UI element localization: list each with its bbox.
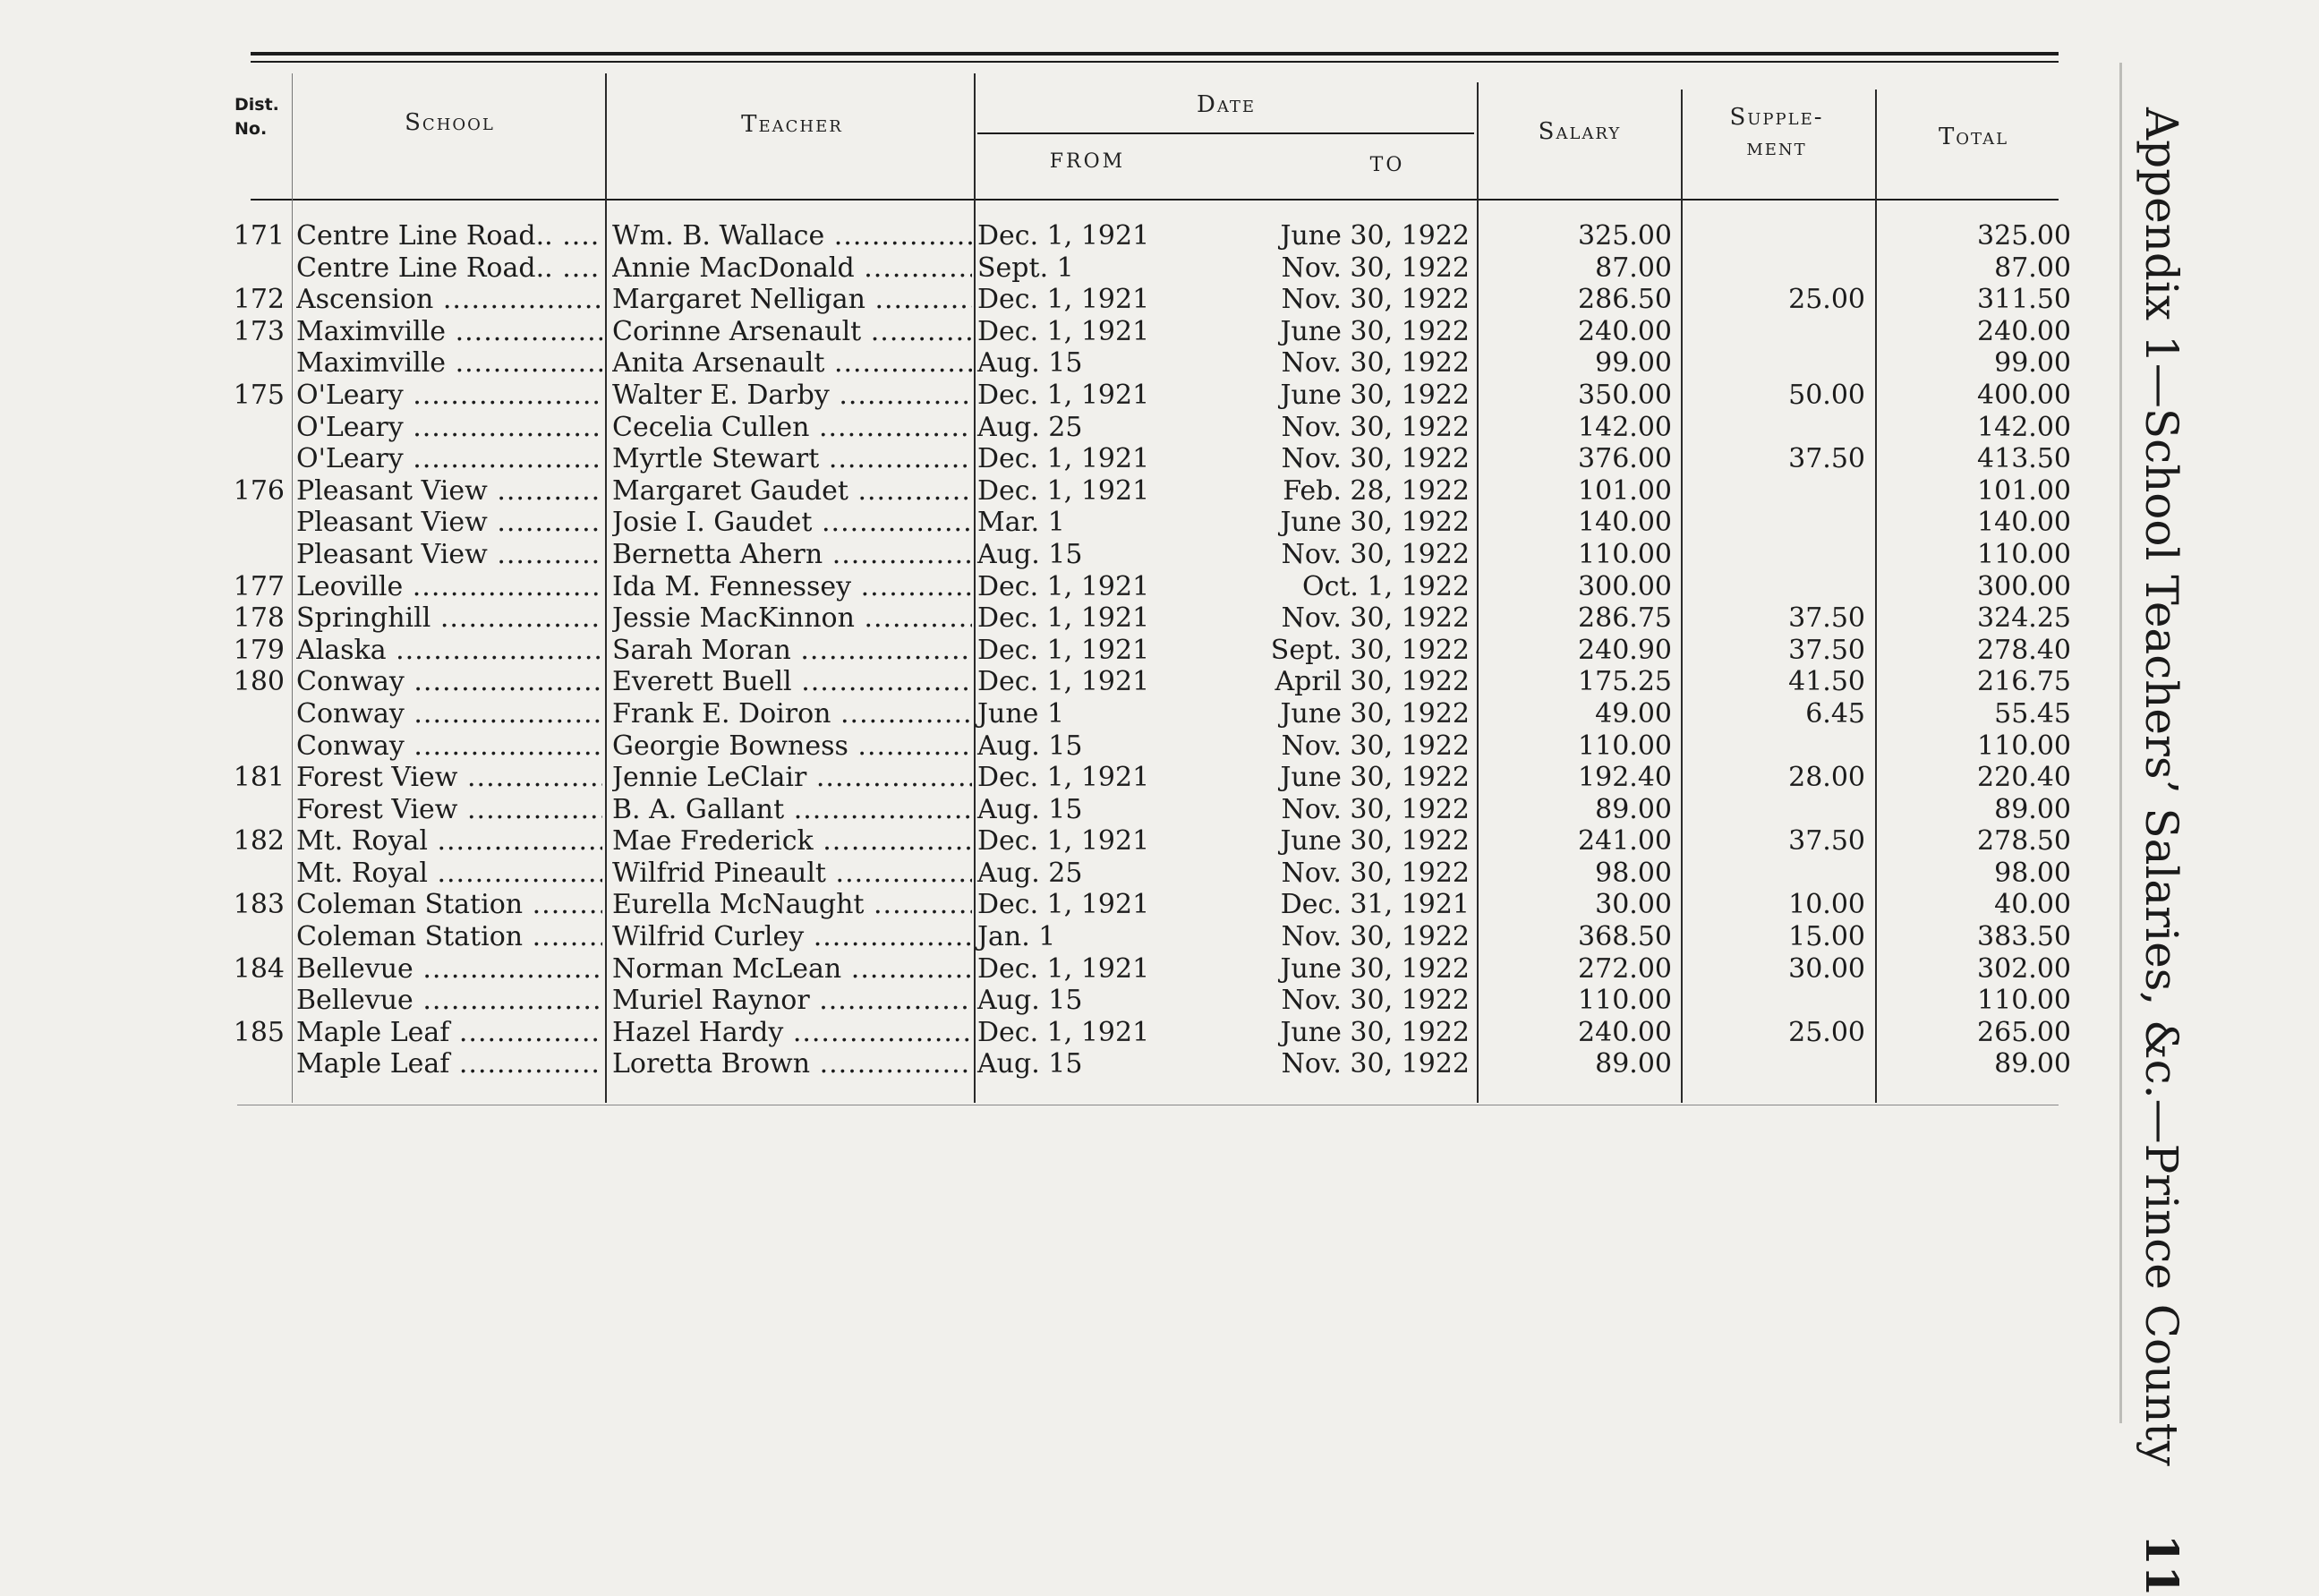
teacher-cell: Mae Frederick ..... — [612, 825, 972, 858]
table-row — [0, 889, 2166, 921]
margin-rule — [2119, 63, 2122, 1423]
salary-cell: 98.00 — [1595, 857, 1672, 889]
total-cell: 89.00 — [1994, 793, 2071, 825]
salary-table-body — [0, 220, 2166, 1080]
supplement-cell: 41.50 — [1788, 666, 1865, 698]
total-cell: 110.00 — [1977, 985, 2071, 1017]
supplement-cell: 37.50 — [1788, 825, 1865, 858]
date-to-cell: June 30, 1922 — [1280, 379, 1470, 411]
date-from-cell: Dec. 1, 1921 — [977, 889, 1150, 921]
school-cell: Centre Line Road.. ..... — [296, 252, 602, 285]
table-row — [0, 412, 2166, 444]
school-cell: Coleman Station ..... — [296, 921, 602, 953]
date-from-cell: Jan. 1 — [977, 921, 1056, 953]
date-from-cell: Dec. 1, 1921 — [977, 602, 1150, 635]
teacher-cell: Jessie MacKinnon ..... — [612, 602, 972, 635]
date-to-cell: Nov. 30, 1922 — [1281, 793, 1470, 825]
date-from-cell: Dec. 1, 1921 — [977, 474, 1150, 507]
date-from-cell: Aug. 15 — [977, 793, 1083, 825]
table-row — [0, 794, 2166, 826]
salary-cell: 350.00 — [1578, 379, 1672, 411]
salary-cell: 300.00 — [1578, 570, 1672, 602]
salary-cell: 89.00 — [1595, 793, 1672, 825]
total-cell: 302.00 — [1977, 952, 2071, 985]
top-rule-thick — [251, 52, 2059, 55]
date-to-cell: Dec. 31, 1921 — [1280, 889, 1470, 921]
dist-no-cell: 173 — [233, 315, 285, 347]
date-to-cell: Nov. 30, 1922 — [1281, 602, 1470, 635]
salary-cell: 89.00 — [1595, 1048, 1672, 1080]
date-to-cell: April 30, 1922 — [1275, 666, 1470, 698]
school-cell: Maple Leaf ..... — [296, 1017, 602, 1049]
supplement-cell: 37.50 — [1788, 602, 1865, 635]
school-cell: Bellevue ..... — [296, 953, 602, 986]
date-from-cell: Sept. 1 — [977, 252, 1074, 284]
total-cell: 110.00 — [1977, 730, 2071, 762]
table-row — [0, 602, 2166, 635]
date-to-cell: June 30, 1922 — [1280, 315, 1470, 347]
school-cell: Maple Leaf ..... — [296, 1048, 602, 1080]
salary-cell: 192.40 — [1578, 762, 1672, 794]
total-cell: 265.00 — [1977, 1016, 2071, 1048]
date-to-cell: Feb. 28, 1922 — [1283, 474, 1470, 507]
total-cell: 87.00 — [1994, 252, 2071, 284]
total-cell: 383.50 — [1977, 921, 2071, 953]
salary-cell: 325.00 — [1578, 220, 1672, 252]
date-to-cell: June 30, 1922 — [1280, 952, 1470, 985]
school-cell: O'Leary ..... — [296, 412, 602, 444]
salary-cell: 87.00 — [1595, 252, 1672, 284]
table-row — [0, 252, 2166, 285]
teacher-cell: Georgie Bowness ..... — [612, 730, 972, 763]
school-cell: Conway ..... — [296, 698, 602, 730]
total-cell: 101.00 — [1977, 474, 2071, 507]
supplement-cell: 50.00 — [1788, 379, 1865, 411]
school-cell: Mt. Royal ..... — [296, 858, 602, 890]
total-header: Total — [1938, 124, 2009, 150]
salary-cell: 99.00 — [1595, 347, 1672, 380]
total-cell: 140.00 — [1977, 507, 2071, 539]
table-row — [0, 985, 2166, 1017]
teacher-cell: Jennie LeClair ..... — [612, 762, 972, 794]
school-cell: Pleasant View ..... — [296, 475, 602, 508]
salary-cell: 286.50 — [1578, 284, 1672, 316]
teacher-cell: Wilfrid Curley ..... — [612, 921, 972, 953]
teacher-cell: Muriel Raynor ..... — [612, 985, 972, 1017]
page-number: 11 — [2136, 1533, 2188, 1596]
date-from-cell: Dec. 1, 1921 — [977, 634, 1150, 666]
salary-cell: 101.00 — [1578, 474, 1672, 507]
school-cell: Maximville ..... — [296, 347, 602, 380]
teacher-cell: Margaret Gaudet ..... — [612, 475, 972, 508]
date-from-cell: Dec. 1, 1921 — [977, 1016, 1150, 1048]
supplement-cell: 15.00 — [1788, 921, 1865, 953]
teacher-cell: Sarah Moran ..... — [612, 635, 972, 667]
school-cell: Alaska ..... — [296, 635, 602, 667]
salary-cell: 376.00 — [1578, 443, 1672, 475]
teacher-cell: Eurella McNaught ..... — [612, 889, 972, 921]
teacher-cell: Myrtle Stewart ..... — [612, 443, 972, 475]
table-row — [0, 507, 2166, 539]
dist-no-cell: 172 — [233, 284, 285, 316]
table-row — [0, 698, 2166, 730]
teacher-cell: Frank E. Doiron ..... — [612, 698, 972, 730]
teacher-cell: Cecelia Cullen ..... — [612, 412, 972, 444]
teacher-cell: Ida M. Fennessey ..... — [612, 571, 972, 603]
date-from-cell: Aug. 15 — [977, 347, 1083, 380]
table-row — [0, 858, 2166, 890]
teacher-header: Teacher — [741, 111, 843, 138]
supplement-cell: 25.00 — [1788, 1016, 1865, 1048]
date-to-cell: Nov. 30, 1922 — [1281, 443, 1470, 475]
school-header: School — [405, 109, 495, 136]
supplement-header-line1: Supple- — [1729, 104, 1824, 131]
salary-cell: 49.00 — [1595, 697, 1672, 730]
date-from-cell: Dec. 1, 1921 — [977, 762, 1150, 794]
date-to-cell: Nov. 30, 1922 — [1281, 347, 1470, 380]
dist-no-cell: 179 — [233, 634, 285, 666]
running-title-text: Appendix 1—School Teachers’ Salaries, &c.—Prince County — [2136, 107, 2187, 1466]
date-from-cell: Dec. 1, 1921 — [977, 315, 1150, 347]
date-header-underline — [977, 132, 1474, 134]
teacher-cell: Margaret Nelligan ..... — [612, 284, 972, 316]
date-from-cell: Aug. 25 — [977, 411, 1083, 443]
date-to-cell: Nov. 30, 1922 — [1281, 857, 1470, 889]
teacher-cell: Corinne Arsenault ..... — [612, 316, 972, 348]
date-from-cell: Aug. 15 — [977, 538, 1083, 570]
salary-header: Salary — [1538, 118, 1622, 145]
running-title — [2135, 107, 2188, 1596]
total-cell: 110.00 — [1977, 538, 2071, 570]
dist-no-cell: 182 — [233, 825, 285, 858]
salary-cell: 241.00 — [1578, 825, 1672, 858]
table-row — [0, 220, 2166, 252]
date-to-cell: June 30, 1922 — [1280, 1016, 1470, 1048]
teacher-cell: Bernetta Ahern ..... — [612, 539, 972, 571]
supplement-cell: 30.00 — [1788, 952, 1865, 985]
school-cell: Mt. Royal ..... — [296, 825, 602, 858]
date-from-cell: Aug. 15 — [977, 985, 1083, 1017]
teacher-cell: Hazel Hardy ..... — [612, 1017, 972, 1049]
salary-cell: 240.90 — [1578, 634, 1672, 666]
salary-cell: 110.00 — [1578, 985, 1672, 1017]
salary-cell: 140.00 — [1578, 507, 1672, 539]
date-from-cell: June 1 — [977, 697, 1065, 730]
total-cell: 240.00 — [1977, 315, 2071, 347]
teacher-cell: Anita Arsenault ..... — [612, 347, 972, 380]
date-to-cell: Nov. 30, 1922 — [1281, 921, 1470, 953]
total-cell: 324.25 — [1977, 602, 2071, 635]
from-header: FROM — [1049, 150, 1126, 173]
date-from-cell: Aug. 15 — [977, 730, 1083, 762]
supplement-cell: 28.00 — [1788, 762, 1865, 794]
date-to-cell: June 30, 1922 — [1280, 697, 1470, 730]
total-cell: 325.00 — [1977, 220, 2071, 252]
date-from-cell: Dec. 1, 1921 — [977, 379, 1150, 411]
table-row — [0, 635, 2166, 667]
dist-no-cell: 183 — [233, 889, 285, 921]
dist-no-cell: 180 — [233, 666, 285, 698]
salary-cell: 110.00 — [1578, 730, 1672, 762]
school-cell: Conway ..... — [296, 666, 602, 698]
date-from-cell: Dec. 1, 1921 — [977, 443, 1150, 475]
date-to-cell: Nov. 30, 1922 — [1281, 252, 1470, 284]
total-cell: 278.50 — [1977, 825, 2071, 858]
date-from-cell: Mar. 1 — [977, 507, 1065, 539]
dist-no-cell: 178 — [233, 602, 285, 635]
table-row — [0, 953, 2166, 986]
table-row — [0, 730, 2166, 763]
date-from-cell: Dec. 1, 1921 — [977, 220, 1150, 252]
salary-cell: 240.00 — [1578, 1016, 1672, 1048]
total-cell: 311.50 — [1977, 284, 2071, 316]
dist-no-cell: 175 — [233, 379, 285, 411]
total-cell: 89.00 — [1994, 1048, 2071, 1080]
salary-cell: 272.00 — [1578, 952, 1672, 985]
dist-no-header: Dist. No. — [234, 95, 279, 139]
table-row — [0, 1048, 2166, 1080]
table-row — [0, 666, 2166, 698]
supplement-header-line2: ment — [1746, 134, 1807, 161]
total-cell: 413.50 — [1977, 443, 2071, 475]
table-row — [0, 443, 2166, 475]
table-row — [0, 762, 2166, 794]
table-row — [0, 284, 2166, 316]
salary-cell: 368.50 — [1578, 921, 1672, 953]
date-from-cell: Dec. 1, 1921 — [977, 952, 1150, 985]
teacher-cell: Walter E. Darby ..... — [612, 380, 972, 412]
total-cell: 40.00 — [1994, 889, 2071, 921]
supplement-cell: 10.00 — [1788, 889, 1865, 921]
teacher-cell: Loretta Brown ..... — [612, 1048, 972, 1080]
total-cell: 99.00 — [1994, 347, 2071, 380]
dist-no-cell: 176 — [233, 474, 285, 507]
to-header: TO — [1369, 154, 1405, 176]
date-to-cell: Sept. 30, 1922 — [1270, 634, 1470, 666]
table-row — [0, 475, 2166, 508]
total-cell: 142.00 — [1977, 411, 2071, 443]
school-cell: Bellevue ..... — [296, 985, 602, 1017]
total-cell: 220.40 — [1977, 762, 2071, 794]
dist-no-cell: 171 — [233, 220, 285, 252]
school-cell: Ascension ..... — [296, 284, 602, 316]
school-cell: Coleman Station ..... — [296, 889, 602, 921]
date-to-cell: June 30, 1922 — [1280, 825, 1470, 858]
header-bottom-rule — [251, 199, 2059, 201]
teacher-cell: B. A. Gallant ..... — [612, 794, 972, 826]
teacher-cell: Josie I. Gaudet ..... — [612, 507, 972, 539]
dist-no-cell: 184 — [233, 952, 285, 985]
total-cell: 98.00 — [1994, 857, 2071, 889]
date-to-cell: Nov. 30, 1922 — [1281, 730, 1470, 762]
salary-cell: 110.00 — [1578, 538, 1672, 570]
date-to-cell: Nov. 30, 1922 — [1281, 411, 1470, 443]
date-to-cell: Nov. 30, 1922 — [1281, 538, 1470, 570]
school-cell: Conway ..... — [296, 730, 602, 763]
school-cell: Springhill ..... — [296, 602, 602, 635]
supplement-header — [1683, 102, 1871, 163]
supplement-cell: 37.50 — [1788, 443, 1865, 475]
salary-cell: 286.75 — [1578, 602, 1672, 635]
table-row — [0, 539, 2166, 571]
school-cell: O'Leary ..... — [296, 443, 602, 475]
school-cell: Centre Line Road.. ..... — [296, 220, 602, 252]
teacher-cell: Everett Buell ..... — [612, 666, 972, 698]
school-cell: Maximville ..... — [296, 316, 602, 348]
date-from-cell: Dec. 1, 1921 — [977, 825, 1150, 858]
date-from-cell: Dec. 1, 1921 — [977, 666, 1150, 698]
date-to-cell: Nov. 30, 1922 — [1281, 284, 1470, 316]
salary-cell: 175.25 — [1578, 666, 1672, 698]
total-cell: 300.00 — [1977, 570, 2071, 602]
date-to-cell: Nov. 30, 1922 — [1281, 985, 1470, 1017]
table-row — [0, 316, 2166, 348]
teacher-cell: Wilfrid Pineault ..... — [612, 858, 972, 890]
date-from-cell: Dec. 1, 1921 — [977, 284, 1150, 316]
dist-no-cell: 181 — [233, 762, 285, 794]
total-cell: 278.40 — [1977, 634, 2071, 666]
school-cell: O'Leary ..... — [296, 380, 602, 412]
dist-no-cell: 177 — [233, 570, 285, 602]
salary-cell: 30.00 — [1595, 889, 1672, 921]
dist-no-cell: 185 — [233, 1016, 285, 1048]
date-from-cell: Dec. 1, 1921 — [977, 570, 1150, 602]
date-from-cell: Aug. 25 — [977, 857, 1083, 889]
top-rule-thin — [251, 61, 2059, 63]
table-row — [0, 825, 2166, 858]
school-cell: Leoville ..... — [296, 571, 602, 603]
supplement-cell: 6.45 — [1805, 697, 1865, 730]
teacher-cell: Annie MacDonald ..... — [612, 252, 972, 285]
table-row — [0, 347, 2166, 380]
total-cell: 216.75 — [1977, 666, 2071, 698]
salary-cell: 240.00 — [1578, 315, 1672, 347]
teacher-cell: Norman McLean ..... — [612, 953, 972, 986]
date-to-cell: Nov. 30, 1922 — [1281, 1048, 1470, 1080]
school-cell: Pleasant View ..... — [296, 507, 602, 539]
table-row — [0, 380, 2166, 412]
supplement-cell: 37.50 — [1788, 634, 1865, 666]
total-cell: 55.45 — [1994, 697, 2071, 730]
teacher-cell: Wm. B. Wallace ..... — [612, 220, 972, 252]
table-row — [0, 921, 2166, 953]
table-row — [0, 571, 2166, 603]
school-cell: Forest View ..... — [296, 794, 602, 826]
date-header: Date — [1196, 91, 1256, 118]
school-cell: Forest View ..... — [296, 762, 602, 794]
date-to-cell: June 30, 1922 — [1280, 507, 1470, 539]
date-to-cell: June 30, 1922 — [1280, 762, 1470, 794]
date-to-cell: Oct. 1, 1922 — [1301, 570, 1470, 602]
salary-cell: 142.00 — [1578, 411, 1672, 443]
school-cell: Pleasant View ..... — [296, 539, 602, 571]
table-row — [0, 1017, 2166, 1049]
date-from-cell: Aug. 15 — [977, 1048, 1083, 1080]
total-cell: 400.00 — [1977, 379, 2071, 411]
supplement-cell: 25.00 — [1788, 284, 1865, 316]
date-to-cell: June 30, 1922 — [1280, 220, 1470, 252]
